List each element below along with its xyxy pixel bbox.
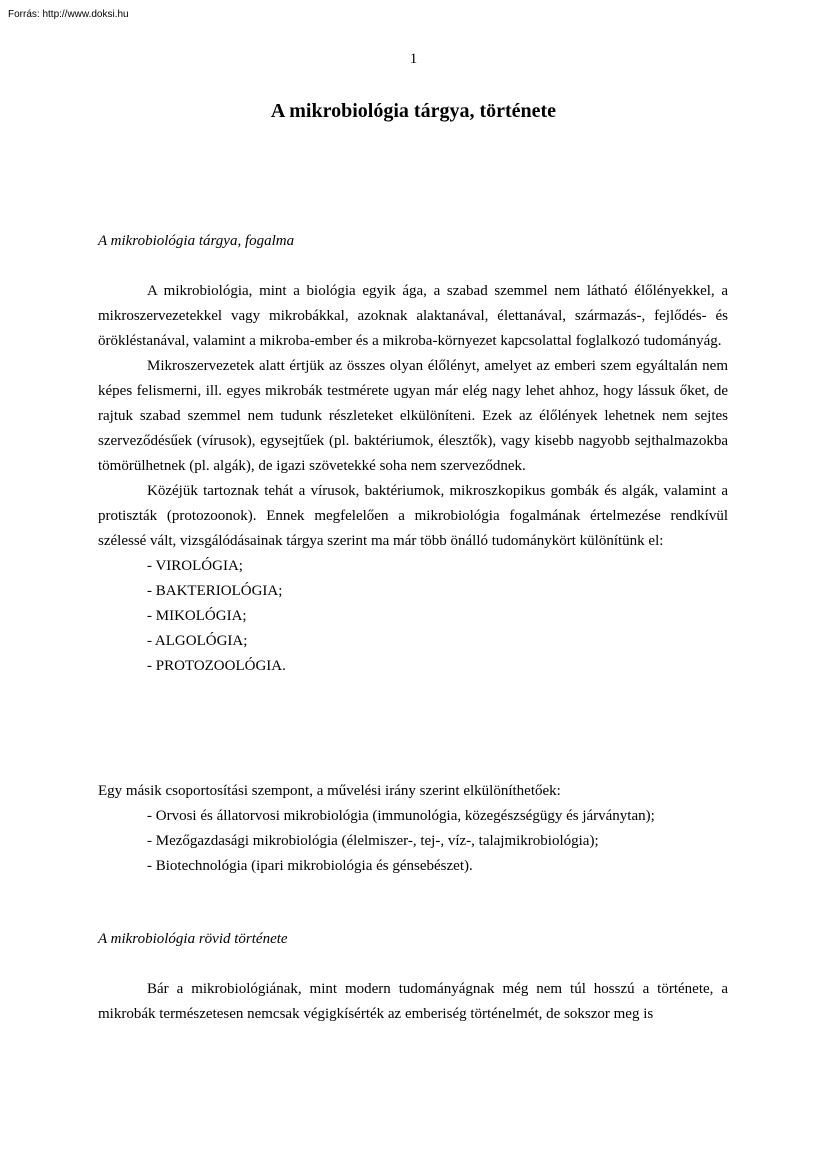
section-1	[98, 229, 728, 254]
section-1-classification	[98, 779, 728, 879]
paragraph: A mikrobiológia, mint a biológia egyik ága, a szabad szemmel nem látható élőlényekkel, a mikroszervezetekkel vagy mikrobákkal, azoknak alaktanával, élettanával, származás-, fejlődés- és örökléstanával, valamint a mikroba-ember és a mikroba-környezet kapcsolattal foglalkozó tudományág.	[98, 283, 728, 349]
section-2-body	[98, 977, 728, 1027]
paragraph: Egy másik csoportosítási szempont, a művelési irány szerint elkülöníthetőek:	[98, 783, 561, 799]
page-number: 1	[409, 51, 418, 67]
section-2-heading: A mikrobiológia rövid története	[98, 931, 288, 947]
section-1-heading: A mikrobiológia tárgya, fogalma	[98, 233, 295, 249]
list-item: - Mezőgazdasági mikrobiológia (élelmiszer-, tej-, víz-, talajmikrobiológia);	[147, 833, 599, 849]
list-item: - ALGOLÓGIA;	[147, 633, 248, 649]
paragraph: Közéjük tartoznak tehát a vírusok, baktériumok, mikroszkopikus gombák és algák, valamint a protiszták (protozoonok). Ennek megfelelően a mikrobiológia fogalmának értelmezése rendkívül szélessé vált, vizsgálódásainak tárgya szerint ma már több önálló tudománykört különítünk el:	[98, 483, 728, 549]
list-item: - Biotechnológia (ipari mikrobiológia és génsebészet).	[147, 858, 473, 874]
list-item: - VIROLÓGIA;	[147, 558, 243, 574]
document-title: A mikrobiológia tárgya, története	[270, 100, 557, 122]
list-item: - Orvosi és állatorvosi mikrobiológia (immunológia, közegészségügy és járványtan);	[147, 808, 655, 824]
paragraph: Bár a mikrobiológiának, mint modern tudományágnak még nem túl hosszú a története, a mikrobák természetesen nemcsak végigkísérték az emberiség történelmét, de sokszor meg is	[98, 981, 728, 1022]
section-1-body	[98, 279, 728, 679]
list-item: - MIKOLÓGIA;	[147, 608, 247, 624]
list-item: - BAKTERIOLÓGIA;	[147, 583, 283, 599]
list-item: - PROTOZOOLÓGIA.	[147, 658, 286, 674]
section-2	[98, 927, 728, 952]
paragraph: Mikroszervezetek alatt értjük az összes olyan élőlényt, amelyet az emberi szem egyáltalán nem képes felismerni, ill. egyes mikrobák testmérete ugyan már elég nagy lehet ahhoz, hogy lássuk őket, de rajtuk szabad szemmel nem tudunk részleteket elkülöníteni. Ezek az élőlények lehetnek nem sejtes szerveződésűek (vírusok), egysejtűek (pl. baktériumok, élesztők), vagy kisebb nagyobb sejthalmazokba tömörülhetnek (pl. algák), de igazi szövetekké soha nem szerveződnek.	[98, 358, 728, 474]
source-note: Forrás: http://www.doksi.hu	[8, 9, 129, 20]
